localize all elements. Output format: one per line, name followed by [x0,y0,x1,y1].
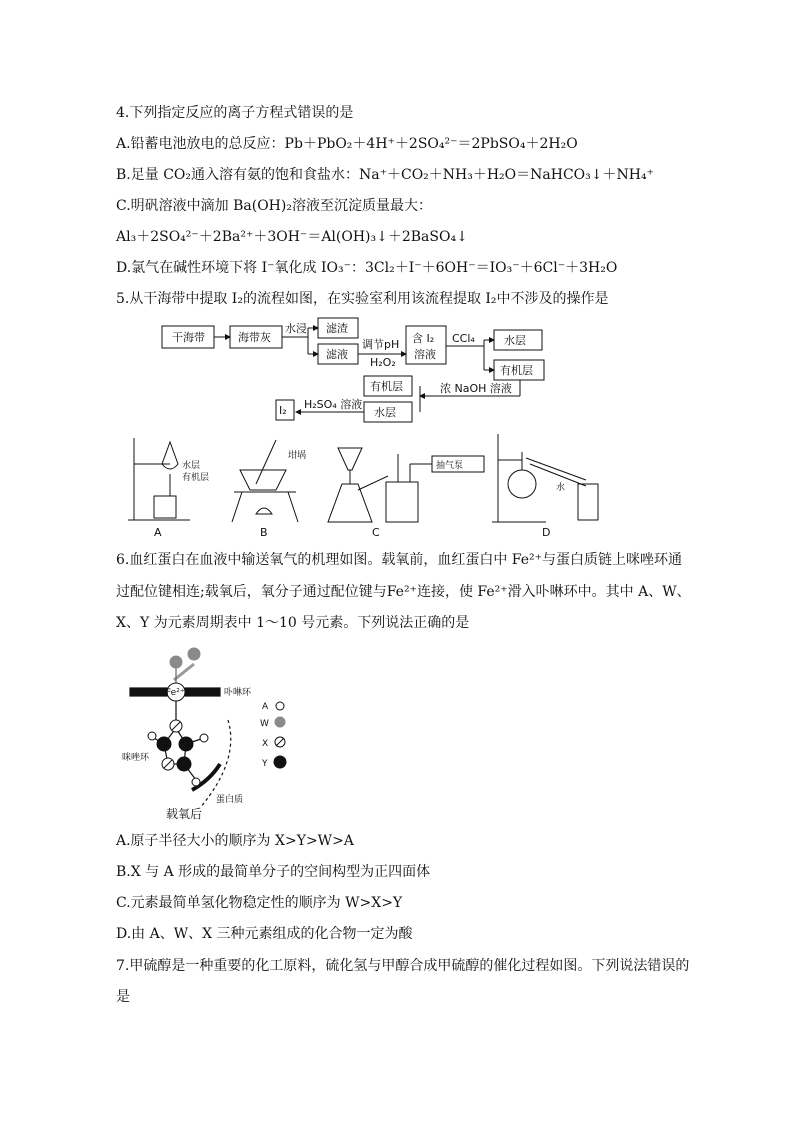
q4-option-c-line2: Al₃＋2SO₄²⁻＋2Ba²⁺＋3OH⁻＝Al(OH)₃↓＋2BaSO₄↓ [116,229,468,245]
flow-label-h2o2: H₂O₂ [370,356,396,369]
fig-imidazole-label: 咪唑环 [122,753,150,763]
fig-protein-label: 蛋白质 [216,795,244,805]
flow-text-kelp-ash: 海带灰 [238,331,271,344]
fig-legend-y: Y [262,759,268,769]
q6-option-b: B.X 与 A 形成的最简单分子的空间构型为正四面体 [116,864,431,880]
q4-option-c-line1: C.明矾溶液中滴加 Ba(OH)₂溶液至沉淀质量最大： [116,198,432,214]
flow-label-adjust-ph: 调节pH [362,338,400,351]
apparatus-d-water-label: 水 [556,483,566,493]
q6-option-c: C.元素最简单氢化物稳定性的顺序为 W>X>Y [116,895,403,911]
fig-porphyrin-label: 卟啉环 [224,688,252,698]
apparatus-c-suction-filter [328,448,484,522]
flow-text-dry-kelp: 干海带 [172,331,205,344]
apparatus-label-a: A [154,526,162,539]
q7-stem-line1: 7.甲硫醇是一种重要的化工原料，硫化氢与甲醇合成甲硫醇的催化过程如图。下列说法错误的 [116,958,690,974]
q7-stem-line2: 是 [116,989,130,1005]
apparatus-label-b: B [260,526,268,539]
fig-caption: 载氧后 [166,807,203,821]
apparatus-c-pump-label: 抽气泵 [436,461,464,471]
flow-label-water-leach: 水浸 [285,322,307,335]
q6-stem-line2: 过配位键相连;载氧后，氧分子通过配位键与Fe²⁺连接，使 Fe²⁺滑入卟啉环中。其中 A、W、 [116,584,691,600]
apparatus-a-separatory-funnel [128,438,190,520]
flow-text-filtrate: 滤液 [326,348,348,361]
flow-text-organic-2: 有机层 [370,380,403,393]
q5-flow-diagram [150,316,570,426]
q4-option-b: B.足量 CO₂通入溶有氨的饱和食盐水：Na⁺＋CO₂＋NH₃＋H₂O＝NaHCO₃↓＋NH₄⁺ [116,167,654,183]
fig-legend-x: X [262,739,269,749]
q4-option-a: A.铅蓄电池放电的总反应：Pb＋PbO₂＋4H⁺＋2SO₄²⁻＝2PbSO₄＋2H₂O [116,136,578,152]
q6-stem-line3: X、Y 为元素周期表中 1～10 号元素。下列说法正确的是 [116,615,470,631]
q6-hemoglobin-figure [120,640,300,824]
q6-option-a: A.原子半径大小的顺序为 X>Y>W>A [116,833,354,849]
q5-apparatus-figure [126,430,616,542]
q5-stem: 5.从干海带中提取 I₂的流程如图，在实验室利用该流程提取 I₂中不涉及的操作是 [116,291,609,307]
q6-stem-line1: 6.血红蛋白在血液中输送氧气的机理如图。载氧前，血红蛋白中 Fe²⁺与蛋白质链上咪唑环通 [116,552,683,568]
apparatus-a-organic-layer: 有机层 [182,473,210,483]
flow-text-aqueous-2: 水层 [374,406,396,419]
apparatus-label-c: C [372,526,380,539]
flow-text-solution: 溶液 [414,348,436,361]
fig-fe-label: Fe²⁺ [166,688,185,698]
flow-text-organic-1: 有机层 [500,364,533,377]
apparatus-b-crucible-label: 坩埚 [288,451,307,461]
apparatus-a-water-layer: 水层 [182,461,201,471]
flow-text-contains-i2: 含 I₂ [412,332,435,345]
flow-label-ccl4: CCl₄ [452,332,475,345]
flow-text-residue: 滤渣 [326,322,348,335]
flow-label-naoh: 浓 NaOH 溶液 [440,382,512,395]
apparatus-label-d: D [542,526,551,539]
flow-text-iodine: I₂ [279,404,287,417]
q4-stem: 4.下列指定反应的离子方程式错误的是 [116,105,354,121]
q4-option-d: D.氯气在碱性环境下将 I⁻氧化成 IO₃⁻：3Cl₂＋I⁻＋6OH⁻＝IO₃⁻＋6Cl⁻＋3H₂O [116,260,618,276]
q6-option-d: D.由 A、W、X 三种元素组成的化合物一定为酸 [116,926,413,942]
flow-label-h2so4: H₂SO₄ 溶液 [304,398,363,411]
fig-legend-a: A [262,702,269,712]
fig-legend-w: W [260,719,269,729]
flow-text-aqueous-1: 水层 [504,334,526,347]
apparatus-d-distillation [492,434,598,522]
